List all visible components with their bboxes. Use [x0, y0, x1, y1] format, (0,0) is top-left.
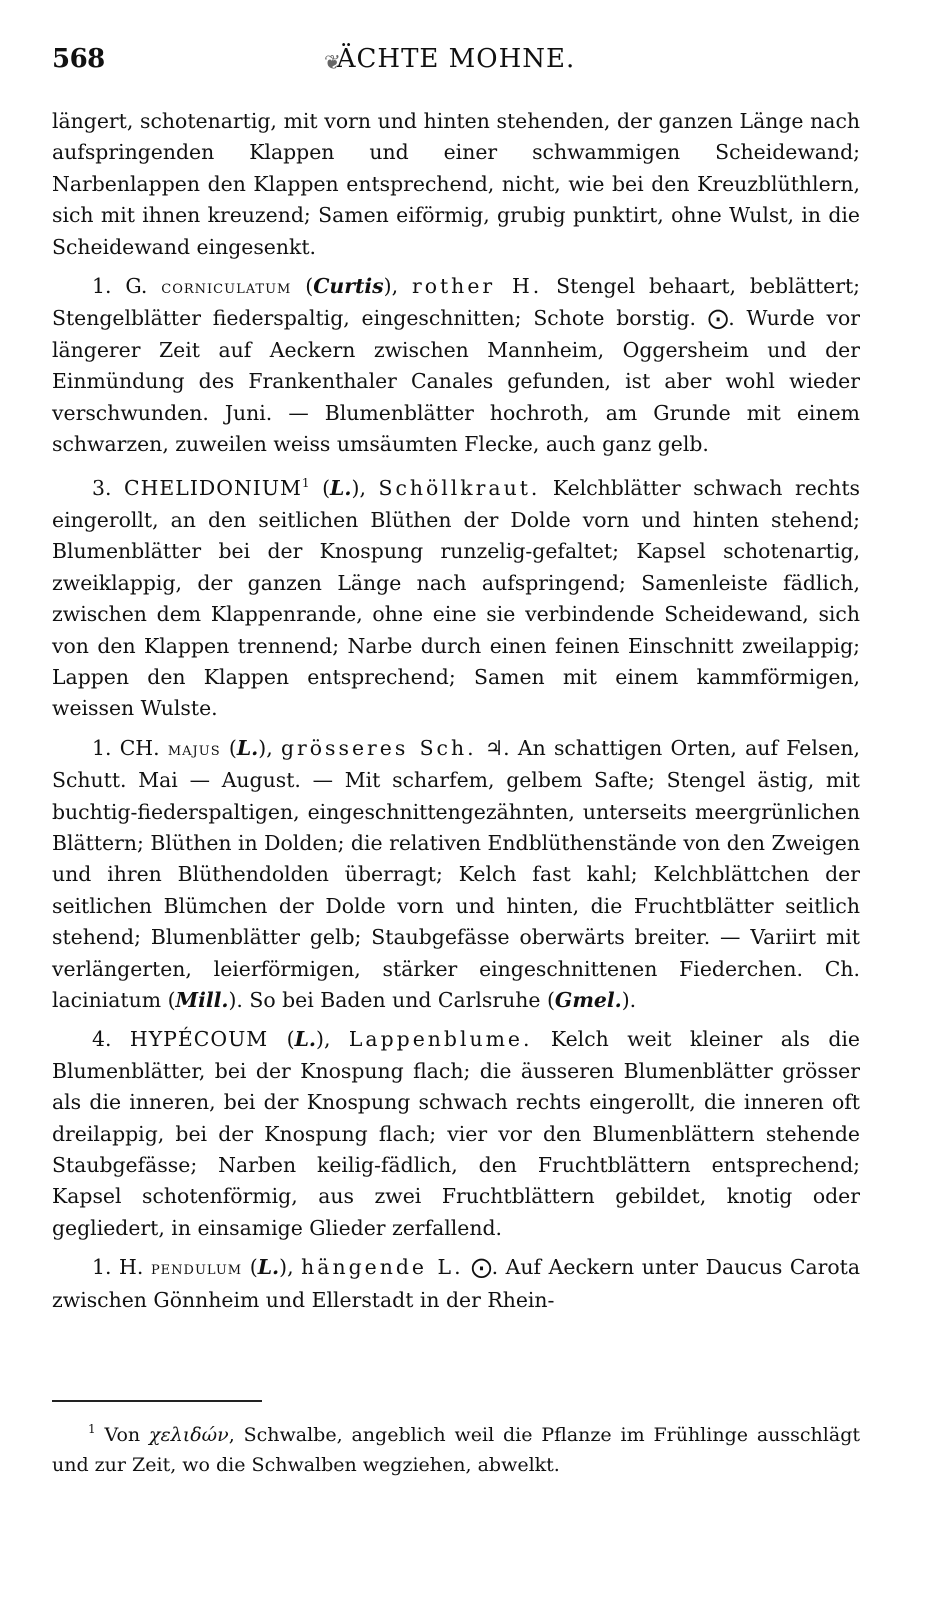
paren-close: ),: [383, 274, 412, 299]
species-name: majus: [167, 737, 221, 760]
genus-entry-chelidonium: [52, 468, 860, 724]
main-text: [52, 106, 860, 1324]
ornament-icon: ❦: [324, 50, 341, 74]
authority: L.: [257, 1255, 280, 1280]
entry-text: ♃. An schattigen Orten, auf Felsen, Schutt. Mai — August. — Mit scharfem, gelbem Safte; Stengel ästig, mit buchtig-fiederspaltigen, eingeschnittengezähnten, unterseits meergrünlichen Blättern; Blüthen in Dolden; die relativen Endblüthenstände von den Zweigen und ihren Blüthendolden überragt; Kelch fast kahl; Kelchblättchen der seitlichen Blümchen der Dolde vorn und hinten, die Fruchtblätter seitlich stehend; Blumenblätter gelb; Staubgefässe oberwärts breiter. — Variirt mit verlängerten, leierförmigen, stärker eingeschnittenen Fiederchen. Ch. laciniatum (: [52, 735, 861, 1012]
species-entry-g-corniculatum: [52, 271, 860, 460]
page-header: [52, 44, 860, 80]
common-name: Lappenblume.: [348, 1027, 533, 1052]
footnote-marker: 1: [88, 1422, 96, 1436]
common-name: Schöllkraut.: [378, 476, 541, 501]
species-name: corniculatum: [161, 276, 292, 299]
species-entry-ch-majus: [52, 733, 860, 1017]
paragraph-text: längert, schotenartig, mit vorn und hinten stehenden, der ganzen Länge nach aufspringenden Klappen und einer schwammigen Scheidewand; Narbenlappen den Klappen entsprechend, nicht, wie bei den Kreuzblüthlern, sich mit ihnen kreuzend; Samen eiförmig, grubig punktirt, ohne Wulst, in die Scheidewand eingesenkt.: [52, 109, 860, 259]
entry-number: 1. CH.: [92, 735, 160, 760]
genus-name: HYPÉCOUM: [129, 1027, 269, 1052]
authority: L.: [236, 735, 259, 760]
entry-number: 1. H.: [92, 1255, 144, 1280]
authority: Curtis: [313, 274, 384, 299]
paren-open: (: [291, 274, 314, 299]
paren-close: ),: [258, 735, 281, 760]
entry-number: 4.: [92, 1027, 112, 1052]
entry-text: Stengel behaart, beblättert; Stengelblätter fiederspaltig, eingeschnitten; Schote borstig. ⨀. Wurde vor längerer Zeit auf Aeckern zwischen Mannheim, Oggersheim und der Einmündung des Frankenthaler Canales gefunden, ist aber wohl wieder verschwunden. Juni. — Blumenblätter hochroth, am Grunde mit einem schwarzen, zuweilen weiss umsäumten Flecke, auch ganz gelb.: [52, 274, 861, 457]
common-name: hängende L.: [301, 1255, 464, 1280]
entry-text-2: ). So bei Baden und Carlsruhe (: [228, 987, 555, 1012]
footnote-divider: [52, 1400, 262, 1402]
genus-name: CHELIDONIUM: [124, 476, 302, 501]
footnote-text-b: , Schwalbe, angeblich weil die Pflanze im Frühlinge ausschlägt und zur Zeit, wo die Schwalben wegziehen, abwelkt.: [52, 1424, 860, 1476]
paren-open: (: [242, 1255, 258, 1280]
footnote-text-a: Von: [95, 1424, 150, 1446]
authority: L.: [330, 476, 352, 501]
authority: Mill.: [175, 987, 229, 1012]
entry-number: 1. G.: [92, 274, 148, 299]
footnote-ref: 1: [301, 476, 310, 491]
paren-open: (: [268, 1027, 295, 1052]
footnote: [52, 1414, 860, 1480]
species-entry-h-pendulum: [52, 1252, 860, 1316]
species-name: pendulum: [150, 1257, 243, 1280]
common-name: rother H.: [411, 274, 543, 299]
paren-open: (: [309, 476, 331, 501]
common-name: grösseres Sch.: [280, 735, 477, 760]
entry-number: 3.: [92, 476, 112, 501]
paren-close: ),: [351, 476, 379, 501]
paren-open: (: [220, 735, 237, 760]
entry-text-3: ).: [621, 987, 637, 1012]
paren-close: ),: [279, 1255, 302, 1280]
entry-text: Kelchblätter schwach rechts eingerollt, an den seitlichen Blüthen der Dolde vorn und hinten stehend; Blumenblätter bei der Knospung runzelig-gefaltet; Kapsel schotenartig, zweiklappig, der ganzen Länge nach aufspringend; Samenleiste fädlich, zwischen dem Klappenrande, ohne eine sie verbindende Scheidewand, sich von den Klappen trennend; Narbe durch einen feinen Einschnitt zweilappig; Lappen den Klappen entsprechend; Samen mit einem kammförmigen, weissen Wulste.: [52, 476, 860, 721]
authority: L.: [294, 1027, 316, 1052]
page-number: 568: [52, 44, 105, 74]
authority: Gmel.: [554, 987, 622, 1012]
running-head: ÄCHTE MOHNE.: [336, 44, 576, 74]
entry-text: ⨀. Auf Aeckern unter Daucus Carota zwischen Gönnheim und Ellerstadt in der Rhein-: [52, 1255, 861, 1312]
paren-close: ),: [316, 1027, 349, 1052]
entry-text: Kelch weit kleiner als die Blumenblätter, bei der Knospung flach; die äusseren Blumenblätter grösser als die inneren, bei der Knospung schwach rechts eingerollt, die inneren oft dreilappig, bei der Knospung flach; vier vor den Blumenblättern stehende Staubgefässe; Narben keilig-fädlich, den Fruchtblättern entsprechend; Kapsel schotenförmig, aus zwei Fruchtblättern gebildet, knotig oder gegliedert, in einsamige Glieder zerfallend.: [52, 1027, 860, 1240]
genus-entry-hypecoum: [52, 1024, 860, 1244]
greek-word: χελιδών: [149, 1424, 229, 1446]
paragraph-continuation: [52, 106, 860, 263]
